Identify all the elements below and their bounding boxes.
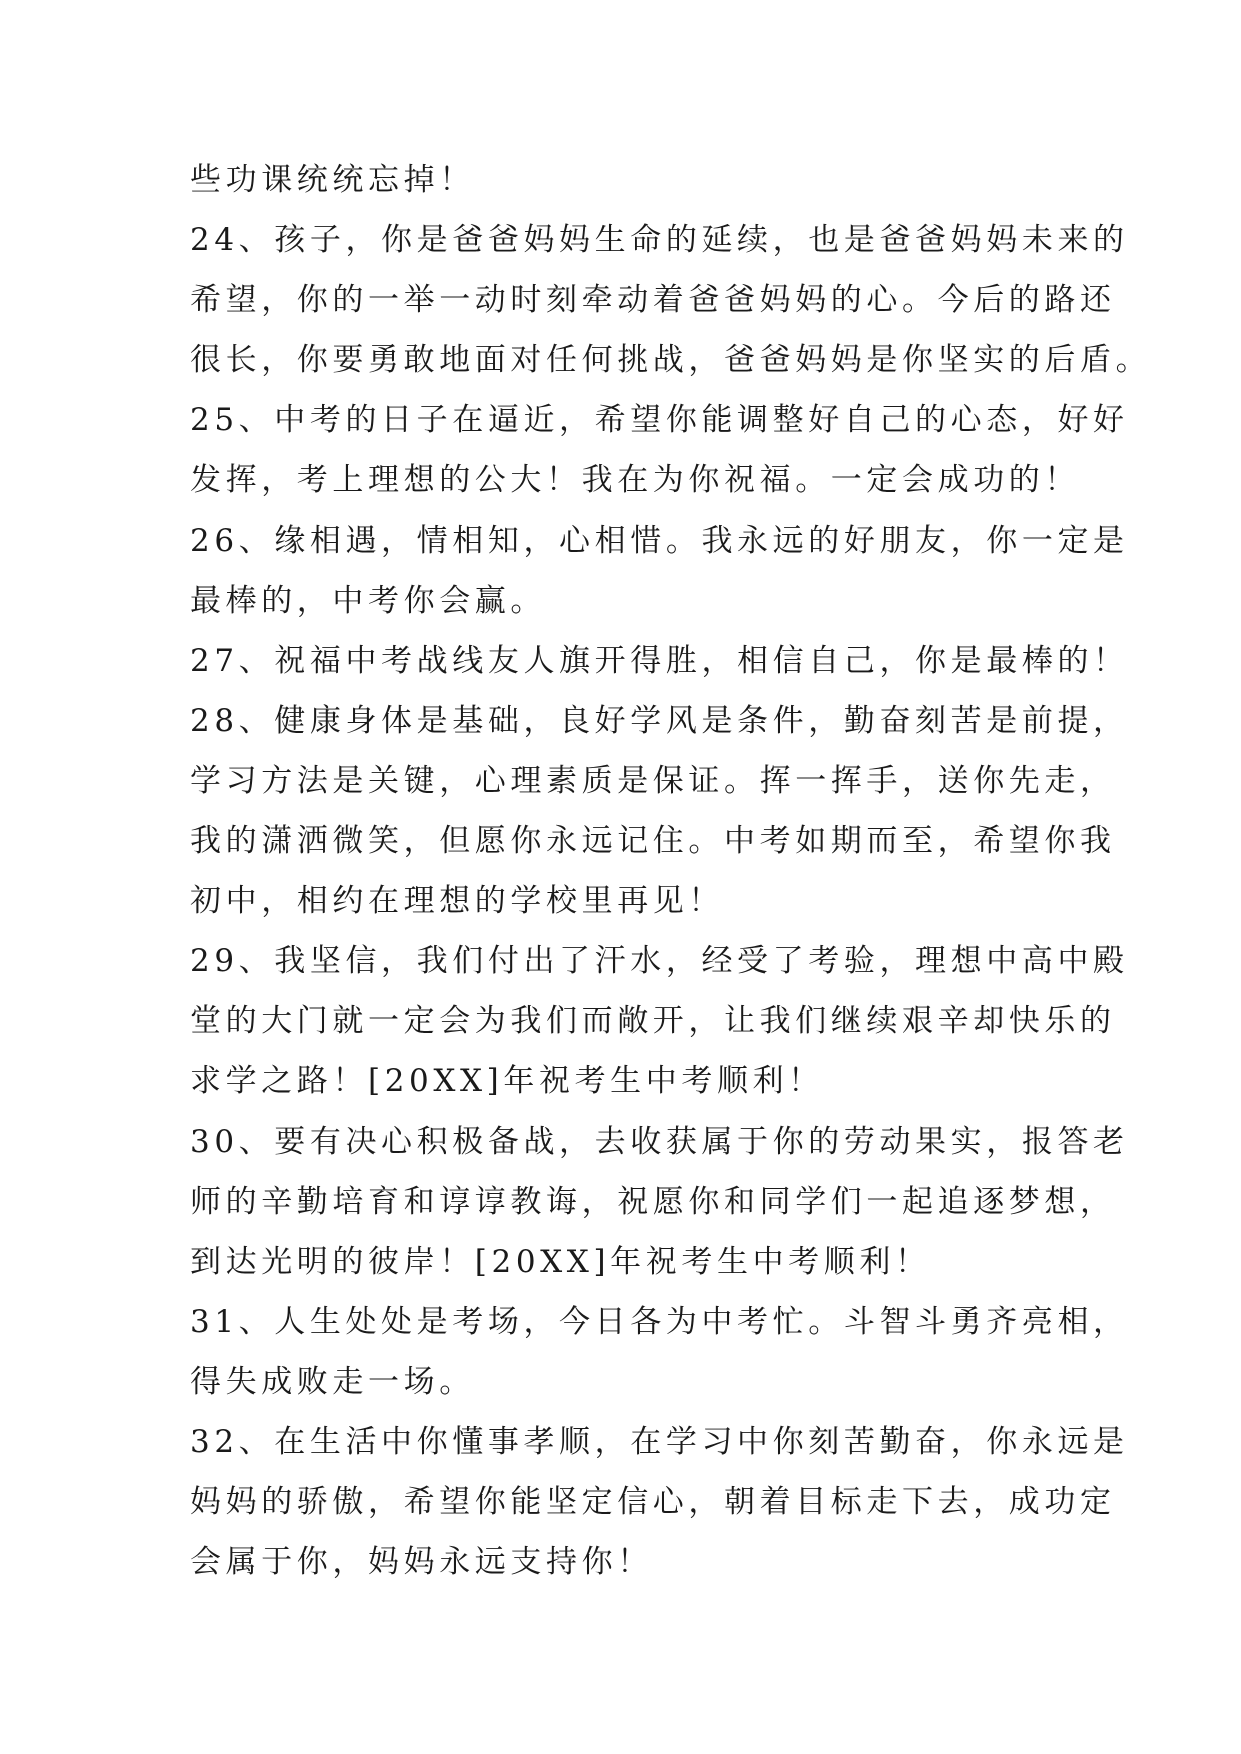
text-line: 很长，你要勇敢地面对任何挑战，爸爸妈妈是你坚实的后盾。 bbox=[190, 342, 1152, 379]
text-line: 师的辛勤培育和谆谆教诲，祝愿你和同学们一起追逐梦想， bbox=[190, 1183, 1116, 1220]
text-line: 求学之路！[20XX]年祝考生中考顺利！ bbox=[190, 1063, 824, 1100]
text-line: 24、孩子，你是爸爸妈妈生命的延续，也是爸爸妈妈未来的 bbox=[190, 222, 1129, 259]
text-line: 堂的大门就一定会为我们而敞开，让我们继续艰辛却快乐的 bbox=[190, 1003, 1116, 1040]
document-page bbox=[190, 150, 1152, 1592]
text-line: 27、祝福中考战线友人旗开得胜，相信自己，你是最棒的！ bbox=[190, 642, 1129, 679]
text-line: 希望，你的一举一动时刻牵动着爸爸妈妈的心。今后的路还 bbox=[190, 282, 1116, 319]
text-line: 学习方法是关键，心理素质是保证。挥一挥手，送你先走， bbox=[190, 762, 1116, 799]
text-line: 得失成败走一场。 bbox=[190, 1363, 475, 1400]
text-line: 30、要有决心积极备战，去收获属于你的劳动果实，报答老 bbox=[190, 1123, 1129, 1160]
text-line: 29、我坚信，我们付出了汗水，经受了考验，理想中高中殿 bbox=[190, 943, 1129, 980]
text-line: 妈妈的骄傲，希望你能坚定信心，朝着目标走下去，成功定 bbox=[190, 1484, 1116, 1521]
text-line: 25、中考的日子在逼近，希望你能调整好自己的心态，好好 bbox=[190, 402, 1129, 439]
text-line: 些功课统统忘掉！ bbox=[190, 162, 475, 198]
text-line: 32、在生活中你懂事孝顺，在学习中你刻苦勤奋，你永远是 bbox=[190, 1423, 1129, 1460]
text-line: 初中，相约在理想的学校里再见！ bbox=[190, 883, 724, 920]
text-line: 会属于你，妈妈永远支持你！ bbox=[190, 1544, 653, 1581]
text-line: 发挥，考上理想的公大！我在为你祝福。一定会成功的！ bbox=[190, 462, 1080, 499]
text-line: 26、缘相遇，情相知，心相惜。我永远的好朋友，你一定是 bbox=[190, 522, 1129, 559]
text-line: 28、健康身体是基础，良好学风是条件，勤奋刻苦是前提， bbox=[190, 702, 1129, 739]
text-line: 到达光明的彼岸！[20XX]年祝考生中考顺利！ bbox=[190, 1243, 931, 1280]
text-line: 31、人生处处是考场，今日各为中考忙。斗智斗勇齐亮相， bbox=[190, 1303, 1129, 1340]
text-line: 我的潇洒微笑，但愿你永远记住。中考如期而至，希望你我 bbox=[190, 823, 1116, 860]
text-line: 最棒的，中考你会赢。 bbox=[190, 582, 546, 619]
